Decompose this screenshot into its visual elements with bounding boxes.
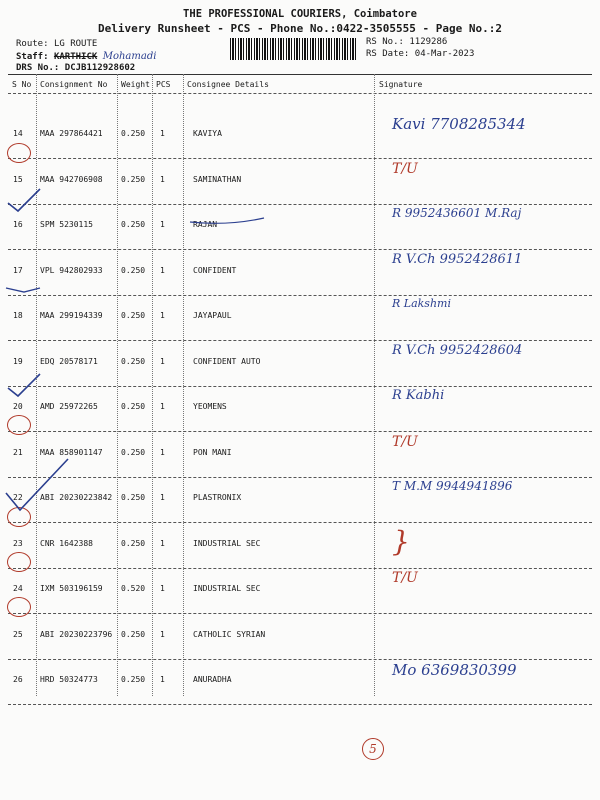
row-consignment-no: IXM 503196159: [40, 584, 103, 593]
row-divider: [8, 340, 592, 341]
staff-label: Staff:: [16, 52, 49, 62]
row-pcs: 1: [160, 538, 165, 548]
row-pcs: 1: [160, 402, 165, 411]
row-consignee: ANURADHA: [193, 675, 232, 684]
row-consignment-no: HRD 50324773: [40, 675, 98, 684]
row-sno: 22: [13, 493, 23, 502]
row-consignment-no: VPL 942802933: [40, 265, 103, 275]
row-signature: R V.Ch 9952428604: [392, 342, 523, 358]
row-signature: T/U: [392, 570, 418, 586]
row-consignee: YEOMENS: [193, 402, 227, 411]
drs-info: [16, 63, 135, 73]
row-weight: 0.520: [121, 584, 146, 593]
row-signature: R V.Ch 9952428611: [392, 251, 523, 267]
rs-date-value: 04-Mar-2023: [414, 49, 475, 59]
row-weight: 0.250: [121, 538, 146, 548]
row-consignee: CONFIDENT: [193, 265, 237, 275]
row-consignment-no: ABI 20230223796: [40, 629, 113, 639]
row-signature: Kavi 7708285344: [392, 115, 526, 133]
row-weight: 0.250: [121, 629, 146, 639]
row-pcs: 1: [160, 447, 165, 457]
row-consignment-no: CNR 1642388: [40, 538, 93, 548]
col-header-weight: Weight: [121, 80, 150, 89]
row-sno: 17: [13, 265, 23, 275]
row-consignment-no: MAA 297864421: [40, 129, 103, 138]
route-info: [16, 39, 97, 49]
row-sno: 16: [13, 220, 23, 229]
row-divider: [8, 204, 592, 205]
row-weight: 0.250: [121, 402, 146, 411]
row-pcs: 1: [160, 584, 165, 593]
row-pcs: 1: [160, 129, 165, 138]
row-signature: }: [392, 524, 410, 558]
staff-handwritten: Mohamadi: [102, 51, 157, 62]
rs-date: [366, 49, 474, 59]
col-header-consignment: Consignment No: [40, 80, 108, 89]
row-pcs: 1: [160, 265, 165, 275]
row-consignee: INDUSTRIAL SEC: [193, 584, 261, 593]
row-sno: 14: [13, 129, 23, 138]
row-weight: 0.250: [121, 174, 146, 184]
row-weight: 0.250: [121, 311, 146, 320]
row-sno: 26: [13, 675, 23, 684]
handwritten-circle: [7, 143, 31, 163]
row-divider: [8, 704, 592, 705]
drs-value: DCJB112928602: [64, 63, 136, 73]
row-divider: [8, 659, 592, 660]
row-weight: 0.250: [121, 265, 146, 275]
row-consignment-no: MAA 858901147: [40, 447, 103, 457]
row-signature: Mo 6369830399: [392, 661, 517, 679]
row-divider: [8, 522, 592, 523]
route-value: LG ROUTE: [53, 39, 98, 49]
row-signature: R Kabhi: [392, 388, 445, 403]
row-sno: 24: [13, 584, 23, 593]
row-pcs: 1: [160, 356, 165, 366]
row-divider: [8, 386, 592, 387]
row-weight: 0.250: [121, 493, 146, 502]
row-weight: 0.250: [121, 220, 146, 229]
col-header-pcs: PCS: [156, 80, 171, 89]
row-divider: [8, 249, 592, 250]
row-divider: [8, 477, 592, 478]
row-consignee: SAMINATHAN: [193, 174, 242, 184]
row-consignee: INDUSTRIAL SEC: [193, 538, 261, 548]
row-pcs: 1: [160, 311, 165, 320]
barcode-image: [230, 38, 358, 60]
row-signature: T/U: [392, 160, 418, 177]
staff-value: KARTHICK: [53, 52, 98, 62]
checkmark-icon: [4, 370, 44, 400]
row-sno: 19: [13, 356, 23, 366]
row-divider: [8, 613, 592, 614]
row-consignment-no: AMD 25972265: [40, 402, 98, 411]
row-weight: 0.250: [121, 356, 146, 366]
row-sno: 23: [13, 538, 23, 548]
row-pcs: 1: [160, 675, 165, 684]
row-consignment-no: MAA 299194339: [40, 311, 103, 320]
col-header-sno: S No: [12, 80, 32, 89]
page-count-mark: 5: [362, 738, 384, 760]
row-sno: 20: [13, 402, 23, 411]
row-weight: 0.250: [121, 129, 146, 138]
row-consignment-no: EDQ 20578171: [40, 356, 98, 366]
rs-no-label: RS No.:: [366, 37, 404, 47]
row-consignment-no: MAA 942706908: [40, 174, 103, 184]
route-label: Route:: [16, 39, 49, 49]
row-sno: 21: [13, 447, 23, 457]
drs-label: DRS No.:: [16, 63, 60, 73]
row-weight: 0.250: [121, 447, 146, 457]
row-consignee: CONFIDENT AUTO: [193, 356, 261, 366]
row-consignment-no: SPM 5230115: [40, 220, 93, 229]
runsheet-subtitle: Delivery Runsheet - PCS - Phone No.:0422-3505555 - Page No.:2: [98, 22, 502, 35]
row-signature: R Lakshmi: [392, 297, 451, 310]
row-consignee: RAJAN: [193, 220, 218, 229]
header-top-rule: [8, 74, 592, 75]
row-sno: 18: [13, 311, 23, 320]
row-sno: 15: [13, 174, 23, 184]
col-header-signature: Signature: [379, 80, 423, 89]
row-consignee: CATHOLIC SYRIAN: [193, 629, 266, 639]
row-consignment-no: ABI 20230223842: [40, 493, 113, 502]
rs-date-label: RS Date:: [366, 49, 410, 59]
row-signature: R 9952436601 M.Raj: [392, 206, 522, 220]
handwritten-circle: [7, 597, 31, 617]
row-sno: 25: [13, 629, 23, 639]
row-pcs: 1: [160, 174, 165, 184]
row-consignee: PON MANI: [193, 447, 232, 457]
row-divider: [8, 568, 592, 569]
col-header-consignee: Consignee Details: [187, 80, 269, 89]
row-signature: T/U: [392, 433, 418, 450]
row-divider: [8, 158, 592, 159]
rs-number: [366, 37, 447, 47]
row-weight: 0.250: [121, 675, 146, 684]
row-divider: [8, 431, 592, 432]
row-signature: T M.M 9944941896: [392, 479, 513, 493]
rs-no-value: 1129286: [409, 37, 448, 47]
header-bottom-rule: [8, 93, 592, 94]
handwritten-circle: [7, 552, 31, 572]
row-pcs: 1: [160, 629, 165, 639]
row-pcs: 1: [160, 493, 165, 502]
checkmark-icon: [2, 455, 72, 515]
staff-info: [16, 51, 156, 62]
row-consignee: JAYAPAUL: [193, 311, 232, 320]
pen-stroke-mark: [188, 200, 268, 230]
row-pcs: 1: [160, 220, 165, 229]
row-divider: [8, 295, 592, 296]
handwritten-circle: [7, 415, 31, 435]
company-title: THE PROFESSIONAL COURIERS, Coimbatore: [183, 8, 417, 20]
row-consignee: KAVIYA: [193, 129, 222, 138]
checkmark-icon: [4, 280, 44, 300]
row-consignee: PLASTRONIX: [193, 493, 242, 502]
checkmark-icon: [4, 185, 44, 215]
